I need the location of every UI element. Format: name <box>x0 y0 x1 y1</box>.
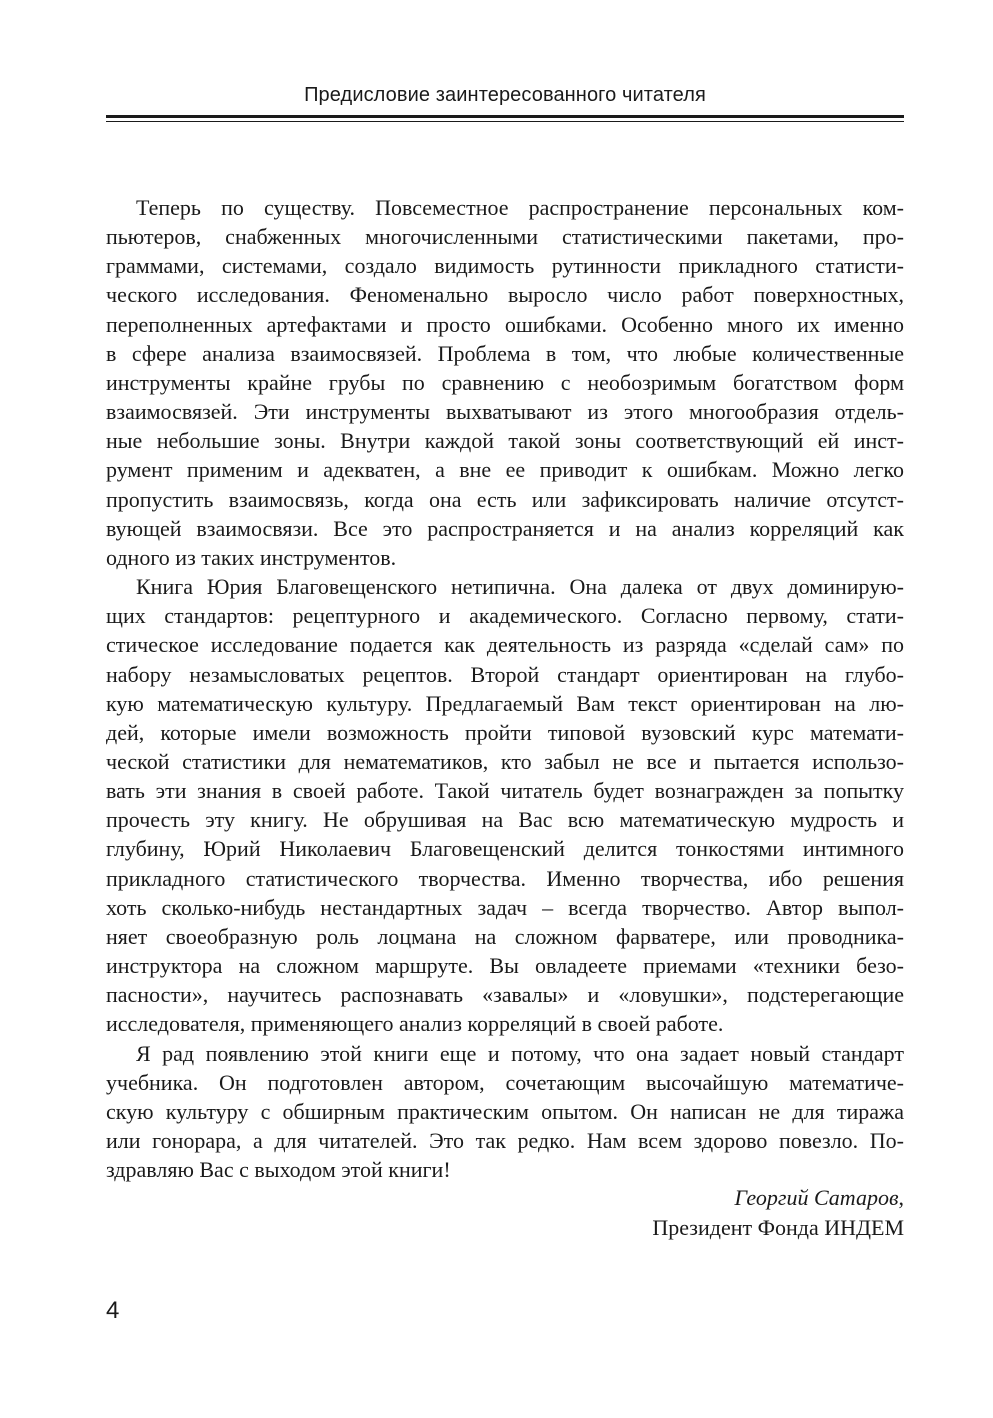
signature-block <box>106 1183 904 1242</box>
paragraph-1 <box>106 193 904 572</box>
text-line: граммами, системами, создало видимость рутинности прикладного статисти- <box>106 253 904 279</box>
text-line: исследователя, применяющего анализ корреляций в своей работе. <box>106 1011 724 1037</box>
paragraph-2 <box>106 572 904 1039</box>
text-line: прикладного статистического творчества. Именно творчества, ибо решения <box>106 865 904 891</box>
text-line: пасности», научитесь распознавать «завалы» и «ловушки», подстерегающие <box>106 982 904 1008</box>
text-line: Теперь по существу. Повсеместное распространение персональных ком- <box>136 195 904 220</box>
text-line: инструктора на сложном маршруте. Вы овладеете приемами «техники безо- <box>106 953 904 979</box>
text-line: ные небольшие зоны. Внутри каждой такой зоны соответствующий ей инст- <box>106 428 904 454</box>
paragraph-3 <box>106 1039 904 1185</box>
text-line: няет своеобразную роль лоцмана на сложном фарватере, или проводника- <box>106 923 904 949</box>
text-line: румент применим и адекватен, а вне ее приводит к ошибкам. Можно легко <box>106 457 904 483</box>
text-line: Книга Юрия Благовещенского нетипична. Она далека от двух доминирую- <box>136 574 904 600</box>
text-line: или гонорара, а для читателей. Это так редко. Нам всем здорово повезло. По- <box>106 1128 904 1153</box>
signature-name-line <box>106 1183 904 1213</box>
signature-name: Георгий Сатаров <box>734 1185 899 1210</box>
text-line: взаимосвязей. Эти инструменты выхватывают из этого многообразия отдель- <box>106 399 904 425</box>
text-line: прочесть эту книгу. Не обрушивая на Вас всю математическую мудрость и <box>106 807 904 833</box>
signature-name-suffix: , <box>898 1185 904 1210</box>
text-line: хоть сколько-нибудь нестандартных задач – всегда творчество. Автор выпол- <box>106 894 904 920</box>
text-line: пьютеров, снабженных многочисленными статистическими пакетами, про- <box>106 224 904 250</box>
page-number: 4 <box>106 1297 120 1324</box>
text-line: дей, которые имели возможность пройти типовой вузовский курс математи- <box>106 719 904 745</box>
text-line: вать эти знания в своей работе. Такой читатель будет вознагражден за попытку <box>106 778 904 804</box>
text-line: здравляю Вас с выходом этой книги! <box>106 1157 451 1183</box>
text-line: набору незамысловатых рецептов. Второй стандарт ориентирован на глубо- <box>106 661 904 687</box>
text-line: глубину, Юрий Николаевич Благовещенский делится тонкостями интимного <box>106 836 904 862</box>
text-line: ческой статистики для нематематиков, кто забыл не все и пытается использо- <box>106 748 904 774</box>
text-line: одного из таких инструментов. <box>106 544 397 570</box>
text-line: кую математическую культуру. Предлагаемый Вам текст ориентирован на лю- <box>106 690 904 716</box>
text-line: ческого исследования. Феноменально выросло число работ поверхностных, <box>106 282 904 308</box>
text-line: Я рад появлению этой книги еще и потому, что она задает новый стандарт <box>136 1040 904 1066</box>
running-head: Предисловие заинтересованного читателя <box>304 84 706 106</box>
text-line: стическое исследование подается как деятельность из разряда «сделай сам» по <box>106 632 904 658</box>
text-line: пропустить взаимосвязь, когда она есть или зафиксировать наличие отсутст- <box>106 486 904 512</box>
text-line: в сфере анализа взаимосвязей. Проблема в том, что любые количественные <box>106 340 904 366</box>
text-line: переполненных артефактами и просто ошибками. Особенно много их именно <box>106 311 904 337</box>
signature-position: Президент Фонда ИНДЕМ <box>652 1214 904 1240</box>
header-rule-thin <box>106 121 904 122</box>
header-rule-thick <box>106 115 904 118</box>
text-line: инструменты крайне грубы по сравнению с необозримым богатством форм <box>106 369 904 395</box>
text-line: вующей взаимосвязи. Все это распространяется и на анализ корреляций как <box>106 515 904 541</box>
text-line: учебника. Он подготовлен автором, сочетающим высочайшую математиче- <box>106 1069 904 1095</box>
text-line: щих стандартов: рецептурного и академического. Согласно первому, стати- <box>106 603 904 629</box>
text-line: скую культуру с обширным практическим опытом. Он написан не для тиража <box>106 1098 904 1124</box>
body-text <box>106 193 904 1184</box>
